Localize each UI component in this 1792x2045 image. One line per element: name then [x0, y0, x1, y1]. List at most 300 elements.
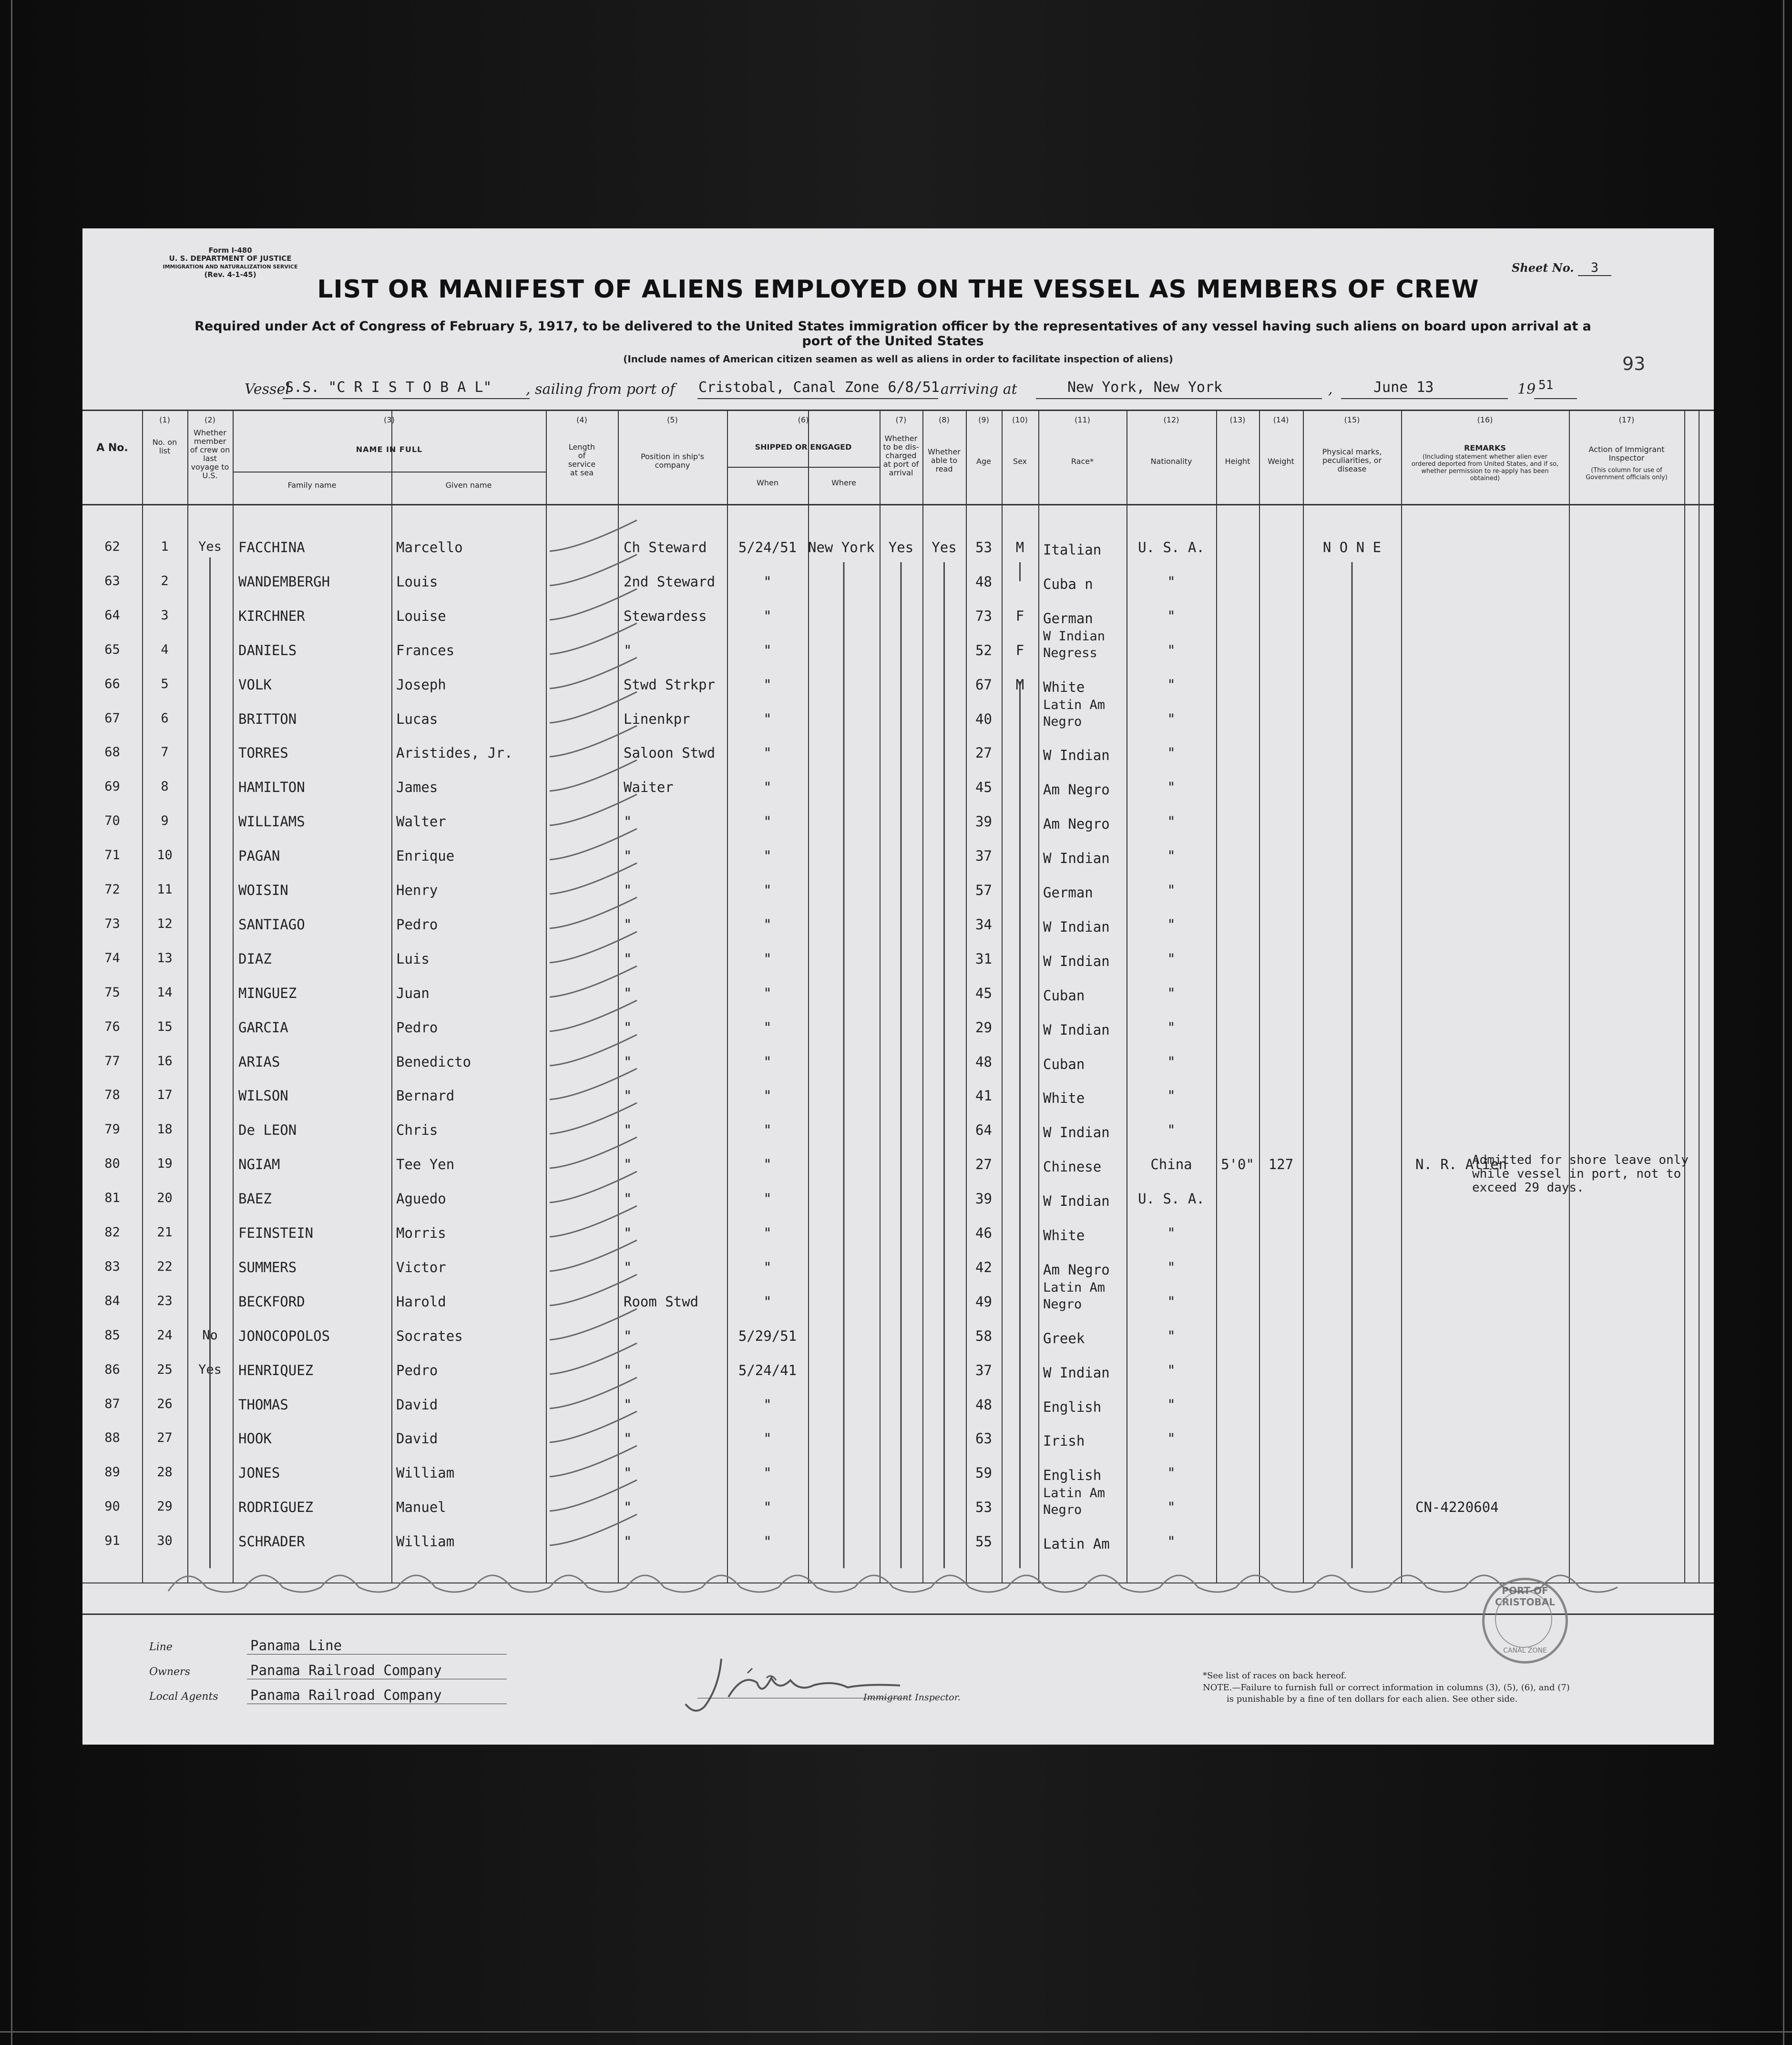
- row-no: 16: [157, 1054, 173, 1069]
- row-given: Lucas: [396, 711, 438, 727]
- row-when: ": [763, 677, 772, 693]
- from-port: Cristobal, Canal Zone 6/8/51: [698, 379, 940, 396]
- row-age: 53: [975, 539, 992, 555]
- row-given: Henry: [396, 882, 438, 898]
- film-edge-bottom: [0, 2031, 1792, 2033]
- row-family: HOOK: [238, 1430, 272, 1447]
- table-header-border: [82, 504, 1714, 505]
- header-weight: Weight: [1268, 457, 1294, 466]
- column-number: (13): [1229, 415, 1246, 424]
- row-age: 42: [975, 1259, 992, 1275]
- footer-divider: [82, 1613, 1714, 1615]
- row-when: ": [763, 1430, 772, 1447]
- row-given: Pedro: [396, 1019, 438, 1036]
- row-given: Juan: [396, 985, 430, 1001]
- arriving-label: arriving at: [941, 381, 1017, 398]
- row-race: Italian: [1043, 542, 1102, 558]
- row-family: SCHRADER: [238, 1533, 305, 1550]
- row-sex: F: [1015, 608, 1024, 624]
- name-subheader-line: [233, 472, 546, 473]
- row-pos: ": [624, 1499, 632, 1515]
- penalty-note-2: is punishable by a fine of ten dollars for each alien. See other side.: [1227, 1694, 1518, 1704]
- row-pos: 2nd Steward: [624, 574, 716, 590]
- row-pos: ": [624, 848, 632, 864]
- row-weight: 127: [1268, 1156, 1294, 1172]
- row-a: 65: [104, 642, 120, 657]
- column-divider: [233, 410, 234, 1583]
- row-when: ": [763, 1088, 772, 1104]
- row-race: W Indian: [1043, 953, 1110, 969]
- row-phys: N O N E: [1322, 539, 1382, 555]
- row-pos: ": [624, 951, 632, 967]
- row-a: 91: [104, 1533, 120, 1548]
- row-race: English: [1043, 1467, 1102, 1483]
- row-given: Enrique: [396, 848, 455, 864]
- row-a: 75: [104, 985, 120, 1000]
- header-physical: Physical marks, peculiarities, or disease: [1322, 447, 1382, 473]
- row-given: Chris: [396, 1122, 438, 1138]
- row-age: 34: [975, 916, 992, 933]
- row-pos: ": [624, 985, 632, 1001]
- row-nat: ": [1167, 1397, 1176, 1413]
- row-no: 7: [161, 745, 169, 760]
- row-no: 18: [157, 1122, 173, 1137]
- row-nat: ": [1167, 882, 1176, 898]
- row-pos: ": [624, 1397, 632, 1413]
- row-disch: Yes: [888, 539, 914, 555]
- row-family: FEINSTEIN: [238, 1225, 314, 1241]
- header-remarks-text: (Including statement whether alien ever ordered deported from United States, and if so, whether permission to re-apply has been obtained): [1411, 453, 1559, 482]
- column-number: (14): [1273, 415, 1289, 424]
- page-number: 93: [1622, 353, 1646, 374]
- arrival-date: June 13: [1373, 379, 1434, 396]
- row-race: German: [1043, 884, 1093, 901]
- row-family: WILLIAMS: [238, 813, 305, 830]
- year-prefix: 19: [1517, 381, 1536, 398]
- row-pos: ": [624, 1259, 632, 1275]
- row-given: William: [396, 1533, 455, 1550]
- row-no: 6: [161, 711, 169, 726]
- header-crew-member: Whether member of crew on last voyage to U.S.: [190, 428, 230, 480]
- row-given: Socrates: [396, 1328, 463, 1344]
- row-given: Bernard: [396, 1088, 455, 1104]
- row-age: 58: [975, 1328, 992, 1344]
- row-age: 37: [975, 1362, 992, 1378]
- row-nat: ": [1167, 1294, 1176, 1310]
- row-pos: Stwd Strkpr: [624, 677, 716, 693]
- header-when: When: [757, 478, 778, 487]
- row-no: 24: [157, 1328, 173, 1343]
- row-when: ": [763, 745, 772, 761]
- row-when: ": [763, 916, 772, 933]
- row-family: PAGAN: [238, 848, 280, 864]
- column-number: (7): [895, 415, 907, 424]
- row-a: 76: [104, 1019, 120, 1034]
- row-family: TORRES: [238, 745, 288, 761]
- row-nat: ": [1167, 608, 1176, 624]
- row-a: 68: [104, 745, 120, 760]
- row-age: 48: [975, 1397, 992, 1413]
- row-given: Joseph: [396, 677, 446, 693]
- row-pos: Saloon Stwd: [624, 745, 716, 761]
- row-when: 5/24/51: [738, 539, 797, 555]
- row-when: ": [763, 608, 772, 624]
- row-when: ": [763, 882, 772, 898]
- column-number: (5): [667, 415, 678, 424]
- row-no: 8: [161, 779, 169, 794]
- column-number: (16): [1477, 415, 1493, 424]
- column-number: (8): [939, 415, 950, 424]
- row-race: German: [1043, 610, 1093, 627]
- row-race: W Indian: [1043, 850, 1110, 866]
- line-value: Panama Line: [250, 1637, 342, 1654]
- row-family: De LEON: [238, 1122, 297, 1138]
- row-when: 5/29/51: [738, 1328, 797, 1344]
- row-no: 20: [157, 1191, 173, 1205]
- row-age: 29: [975, 1019, 992, 1036]
- row-race: Irish: [1043, 1433, 1085, 1449]
- row-given: Frances: [396, 642, 455, 658]
- row-race: W Indian: [1043, 1022, 1110, 1038]
- owners-label: Owners: [149, 1666, 190, 1678]
- row-pos: ": [624, 1122, 632, 1138]
- row-when: ": [763, 1397, 772, 1413]
- row-race: Latin Am: [1043, 1486, 1106, 1500]
- row-age: 31: [975, 951, 992, 967]
- row-a: 70: [104, 813, 120, 828]
- header-family-name: Family name: [287, 481, 337, 490]
- row-nat: ": [1167, 574, 1176, 590]
- date-underline: [1341, 398, 1508, 399]
- row-race: Chinese: [1043, 1159, 1102, 1175]
- row-no: 2: [161, 574, 169, 588]
- vessel-name: S.S. "C R I S T O B A L": [285, 379, 492, 396]
- row-when: ": [763, 1191, 772, 1207]
- row-given: David: [396, 1397, 438, 1413]
- header-name-in-full: NAME IN FULL: [356, 445, 423, 454]
- penalty-note-1: NOTE.—Failure to furnish full or correct information in columns (3), (5), (6), and (7): [1203, 1683, 1570, 1693]
- row-given: Victor: [396, 1259, 446, 1275]
- manifest-sheet: [82, 228, 1714, 1745]
- row-sex: M: [1015, 677, 1024, 693]
- row-read: Yes: [932, 539, 957, 555]
- row-race: Latin Am: [1043, 1280, 1106, 1295]
- row-family: BECKFORD: [238, 1294, 305, 1310]
- column-number: (12): [1163, 415, 1179, 424]
- row-given: Marcello: [396, 539, 463, 555]
- year-underline: [1534, 398, 1577, 399]
- film-edge-left: [11, 0, 12, 2045]
- header-action-text: (This column for use of Government officials only): [1586, 467, 1668, 481]
- row-when: ": [763, 1499, 772, 1515]
- header-height: Height: [1225, 457, 1250, 466]
- row-race-line2: Negro: [1043, 1297, 1082, 1312]
- column-divider: [618, 410, 619, 1583]
- row-sex: M: [1015, 539, 1024, 555]
- row-no: 28: [157, 1465, 173, 1480]
- row-no: 15: [157, 1019, 173, 1034]
- document-title: LIST OR MANIFEST OF ALIENS EMPLOYED ON THE VESSEL AS MEMBERS OF CREW: [317, 275, 1479, 304]
- row-age: 49: [975, 1294, 992, 1310]
- row-pos: ": [624, 1054, 632, 1070]
- row-no: 27: [157, 1430, 173, 1445]
- row-no: 10: [157, 848, 173, 863]
- column-divider: [1038, 410, 1039, 1583]
- row-race: English: [1043, 1399, 1102, 1415]
- closing-scribble: [168, 1575, 1618, 1592]
- sheet-number-label: Sheet No.: [1512, 261, 1574, 275]
- stamp-top-text: PORT OF CRISTOBAL: [1495, 1585, 1556, 1608]
- row-when: ": [763, 574, 772, 590]
- row-pos: ": [624, 1191, 632, 1207]
- row-age: 73: [975, 608, 992, 624]
- row-a: 82: [104, 1225, 120, 1240]
- column-divider: [1002, 410, 1003, 1583]
- row-family: RODRIGUEZ: [238, 1499, 314, 1515]
- row-no: 9: [161, 813, 169, 828]
- column-number: (9): [978, 415, 989, 424]
- column-divider: [808, 410, 809, 1583]
- document-note: (Include names of American citizen seamen as well as aliens in order to facilitate inspection of aliens): [623, 353, 1173, 365]
- row-given: Louis: [396, 574, 438, 590]
- row-pos: ": [624, 1225, 632, 1241]
- row-pos: ": [624, 813, 632, 830]
- row-nat: ": [1167, 745, 1176, 761]
- film-edge-right: [1783, 0, 1784, 2045]
- shipped-subheader-line: [727, 467, 880, 468]
- year-suffix: 51: [1538, 378, 1554, 392]
- row-a: 88: [104, 1430, 120, 1445]
- row-age: 63: [975, 1430, 992, 1447]
- row-age: 39: [975, 1191, 992, 1207]
- row-a: 74: [104, 951, 120, 966]
- row-family: ARIAS: [238, 1054, 280, 1070]
- row-crew: No: [202, 1328, 218, 1343]
- row-no: 11: [157, 882, 173, 897]
- to-port: New York, New York: [1067, 379, 1223, 396]
- row-when: ": [763, 985, 772, 1001]
- row-pos: ": [624, 1465, 632, 1481]
- row-a: 71: [104, 848, 120, 863]
- row-age: 48: [975, 574, 992, 590]
- row-a: 84: [104, 1294, 120, 1308]
- row-nat: ": [1167, 1499, 1176, 1515]
- row-nat: ": [1167, 1533, 1176, 1550]
- row-when: ": [763, 951, 772, 967]
- column-number: (17): [1618, 415, 1635, 424]
- row-family: DIAZ: [238, 951, 272, 967]
- row-a: 69: [104, 779, 120, 794]
- row-when: ": [763, 642, 772, 658]
- row-nat: ": [1167, 711, 1176, 727]
- row-nat: ": [1167, 951, 1176, 967]
- column-divider: [546, 410, 547, 1583]
- row-when: ": [763, 711, 772, 727]
- row-family: BRITTON: [238, 711, 297, 727]
- row-when: ": [763, 1533, 772, 1550]
- row-nat: ": [1167, 848, 1176, 864]
- row-when: ": [763, 779, 772, 795]
- row-pos: ": [624, 1019, 632, 1036]
- column-divider: [1684, 410, 1685, 1583]
- row-race-line2: Negro: [1043, 714, 1082, 729]
- row-race: Am Negro: [1043, 781, 1110, 798]
- row-sex: F: [1015, 642, 1024, 658]
- row-given: William: [396, 1465, 455, 1481]
- row-nat: ": [1167, 1225, 1176, 1241]
- row-a: 79: [104, 1122, 120, 1137]
- row-a: 86: [104, 1362, 120, 1377]
- row-family: DANIELS: [238, 642, 297, 658]
- row-when: ": [763, 848, 772, 864]
- row-age: 57: [975, 882, 992, 898]
- table-top-border: [82, 410, 1714, 411]
- header-position: Position in ship's company: [641, 452, 704, 470]
- row-nat: ": [1167, 642, 1176, 658]
- row-race: Cuba n: [1043, 576, 1093, 592]
- row-remarks: CN-4220604: [1415, 1499, 1499, 1515]
- row-nat: ": [1167, 813, 1176, 830]
- row-pos: ": [624, 1088, 632, 1104]
- row-given: Pedro: [396, 1362, 438, 1378]
- row-race: W Indian: [1043, 919, 1110, 935]
- row-pos: Room Stwd: [624, 1294, 699, 1310]
- row-family: BAEZ: [238, 1191, 272, 1207]
- row-given: Morris: [396, 1225, 446, 1241]
- row-when: ": [763, 1225, 772, 1241]
- row-pos: Stewardess: [624, 608, 707, 624]
- row-pos: ": [624, 1430, 632, 1447]
- header-age: Age: [976, 457, 991, 466]
- row-when: ": [763, 1122, 772, 1138]
- row-given: Aristides, Jr.: [396, 745, 513, 761]
- column-number: (1): [159, 415, 170, 424]
- header-discharged: Whether to be dis-charged at port of arrival: [883, 434, 919, 477]
- row-nat: ": [1167, 1122, 1176, 1138]
- row-family: HAMILTON: [238, 779, 305, 795]
- row-age: 45: [975, 985, 992, 1001]
- line-label: Line: [149, 1641, 173, 1653]
- row-no: 19: [157, 1156, 173, 1171]
- row-pos: Waiter: [624, 779, 674, 795]
- row-when: ": [763, 1294, 772, 1310]
- column-divider: [391, 410, 392, 1583]
- row-given: James: [396, 779, 438, 795]
- row-no: 3: [161, 608, 169, 623]
- row-no: 22: [157, 1259, 173, 1274]
- row-nat: ": [1167, 1328, 1176, 1344]
- header-able-read: Whether able to read: [928, 447, 961, 473]
- inspector-label: Immigrant Inspector.: [863, 1692, 961, 1703]
- row-race: Greek: [1043, 1330, 1085, 1346]
- form-service: IMMIGRATION AND NATURALIZATION SERVICE: [163, 264, 298, 270]
- row-given: Manuel: [396, 1499, 446, 1515]
- row-age: 64: [975, 1122, 992, 1138]
- row-no: 4: [161, 642, 169, 657]
- row-race: W Indian: [1043, 629, 1106, 644]
- row-a: 73: [104, 916, 120, 931]
- row-nat: ": [1167, 1465, 1176, 1481]
- vessel-underline: [283, 398, 530, 399]
- stamp-bottom-text: CANAL ZONE: [1503, 1647, 1547, 1654]
- row-when: ": [763, 1465, 772, 1481]
- row-a: 81: [104, 1191, 120, 1205]
- row-family: FACCHINA: [238, 539, 305, 555]
- row-age: 53: [975, 1499, 992, 1515]
- row-family: KIRCHNER: [238, 608, 305, 624]
- form-number: Form I-480: [208, 246, 252, 255]
- to-port-underline: [1036, 398, 1322, 399]
- row-race: White: [1043, 679, 1085, 695]
- row-pos: Linenkpr: [624, 711, 690, 727]
- comma-separator: ,: [1328, 381, 1333, 398]
- row-a: 83: [104, 1259, 120, 1274]
- column-divider: [1401, 410, 1402, 1583]
- column-divider: [922, 410, 923, 1583]
- row-given: Aguedo: [396, 1191, 446, 1207]
- row-when: ": [763, 1156, 772, 1172]
- column-number: (15): [1344, 415, 1360, 424]
- row-family: GARCIA: [238, 1019, 288, 1036]
- row-no: 23: [157, 1294, 173, 1308]
- row-a: 85: [104, 1328, 120, 1343]
- row-age: 37: [975, 848, 992, 864]
- column-number: (10): [1012, 415, 1028, 424]
- row-a: 80: [104, 1156, 120, 1171]
- row-given: Louise: [396, 608, 446, 624]
- row-age: 27: [975, 745, 992, 761]
- row-race: White: [1043, 1090, 1085, 1106]
- row-given: Pedro: [396, 916, 438, 933]
- row-no: 21: [157, 1225, 173, 1240]
- header-where: Where: [831, 478, 856, 487]
- row-given: Benedicto: [396, 1054, 471, 1070]
- row-nat: ": [1167, 1259, 1176, 1275]
- column-number: (3): [384, 415, 395, 424]
- row-race: Latin Am: [1043, 1536, 1110, 1552]
- column-divider: [1216, 410, 1217, 1583]
- row-crew: Yes: [198, 539, 222, 554]
- row-family: HENRIQUEZ: [238, 1362, 314, 1378]
- row-race: Cuban: [1043, 987, 1085, 1004]
- row-given: Tee Yen: [396, 1156, 455, 1172]
- column-divider: [1259, 410, 1260, 1583]
- row-family: VOLK: [238, 677, 272, 693]
- row-nat: ": [1167, 1054, 1176, 1070]
- row-family: MINGUEZ: [238, 985, 297, 1001]
- row-crew: Yes: [198, 1362, 222, 1377]
- row-a: 87: [104, 1397, 120, 1411]
- form-department: U. S. DEPARTMENT OF JUSTICE: [169, 254, 292, 263]
- form-revision: (Rev. 4-1-45): [204, 270, 256, 279]
- row-race: Am Negro: [1043, 816, 1110, 832]
- row-nat: ": [1167, 677, 1176, 693]
- row-no: 26: [157, 1397, 173, 1411]
- column-number: (4): [576, 415, 587, 424]
- row-a: 64: [104, 608, 120, 623]
- row-race-line2: Negro: [1043, 1502, 1082, 1517]
- row-given: Walter: [396, 813, 446, 830]
- row-race: W Indian: [1043, 1193, 1110, 1209]
- row-family: WILSON: [238, 1088, 288, 1104]
- row-given: David: [396, 1430, 438, 1447]
- column-divider: [1303, 410, 1304, 1583]
- row-race: W Indian: [1043, 1365, 1110, 1381]
- row-race-line2: Negress: [1043, 646, 1097, 660]
- row-nat: ": [1167, 1019, 1176, 1036]
- row-when: ": [763, 813, 772, 830]
- row-race: Cuban: [1043, 1056, 1085, 1072]
